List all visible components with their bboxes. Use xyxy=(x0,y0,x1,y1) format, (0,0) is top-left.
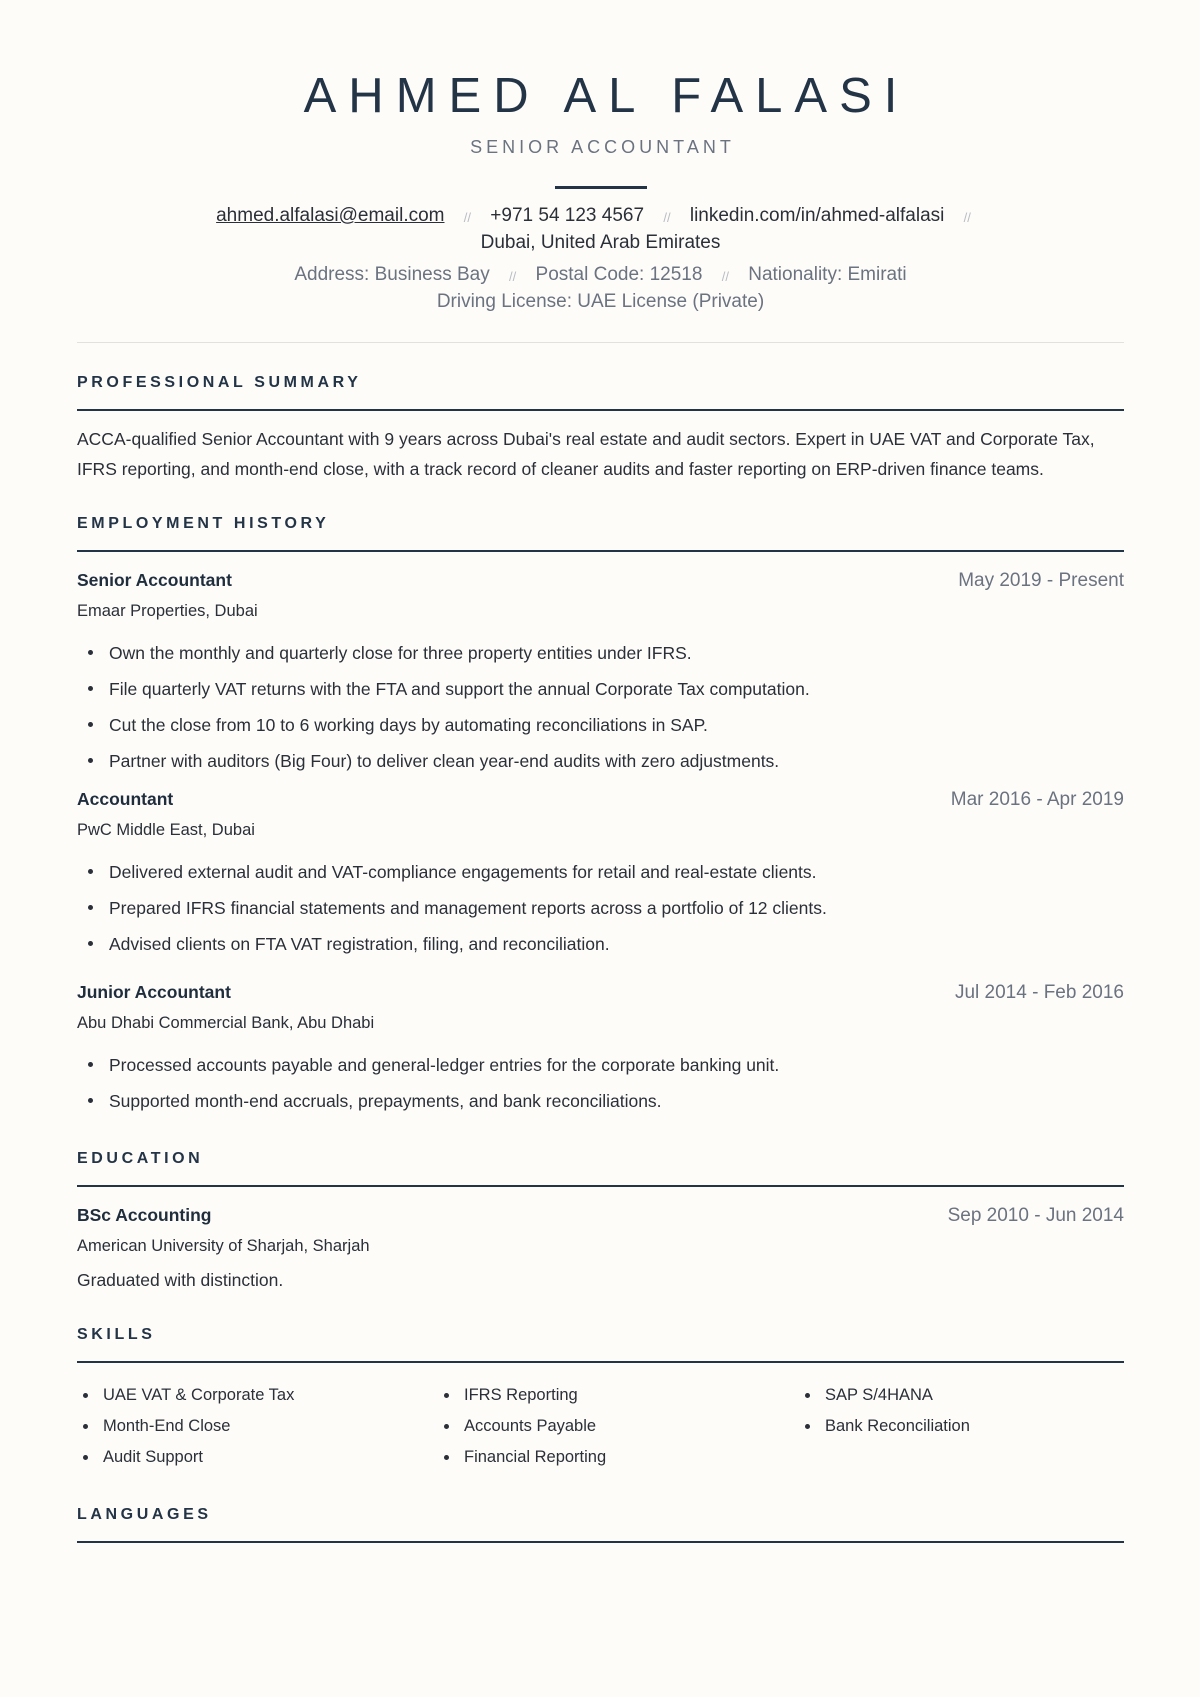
section-rule xyxy=(77,1185,1124,1187)
list-item: Prepared IFRS financial statements and management reports across a portfolio of 12 clients. xyxy=(109,890,1124,926)
list-item: Supported month-end accruals, prepayments, and bank reconciliations. xyxy=(109,1083,1124,1119)
section-rule xyxy=(77,550,1124,552)
job-company: Abu Dhabi Commercial Bank, Abu Dhabi xyxy=(77,1014,375,1032)
list-item: File quarterly VAT returns with the FTA and support the annual Corporate Tax computation. xyxy=(109,671,1124,707)
section-heading: LANGUAGES xyxy=(77,1506,212,1523)
skills-column xyxy=(438,1380,799,1473)
job-title: Senior Accountant xyxy=(77,570,232,590)
location: Dubai, United Arab Emirates xyxy=(480,232,721,253)
languages-section xyxy=(77,1505,1124,1543)
job-header xyxy=(77,789,1124,811)
section-rule xyxy=(77,409,1124,411)
school-name: American University of Sharjah, Sharjah xyxy=(77,1237,370,1255)
skill-item: Audit Support xyxy=(77,1442,438,1473)
list-item: Delivered external audit and VAT-compliance engagements for retail and real-estate clients. xyxy=(109,854,1124,890)
job-dates: Mar 2016 - Apr 2019 xyxy=(950,789,1124,810)
education-header xyxy=(77,1205,1124,1227)
location-line xyxy=(77,230,1124,256)
job-bullets xyxy=(77,635,1124,779)
separator: // xyxy=(721,269,729,284)
section-rule xyxy=(77,1541,1124,1543)
separator: // xyxy=(509,269,517,284)
list-item: Cut the close from 10 to 6 working days by automating reconciliations in SAP. xyxy=(109,707,1124,743)
separator: // xyxy=(963,210,971,225)
header-divider xyxy=(77,342,1124,343)
skills-section xyxy=(77,1325,1124,1473)
phone-number: +971 54 123 4567 xyxy=(490,205,645,226)
education-entry xyxy=(77,1205,1124,1291)
candidate-name: AHMED AL FALASI xyxy=(303,69,910,123)
summary-section xyxy=(77,373,1124,484)
section-heading: SKILLS xyxy=(77,1326,156,1343)
employment-section xyxy=(77,514,1124,1119)
address: Address: Business Bay xyxy=(294,264,490,285)
skill-item: SAP S/4HANA xyxy=(799,1380,1124,1411)
summary-text: ACCA-qualified Senior Accountant with 9 years across Dubai's real estate and audit sectors. Expert in UAE VAT and Corporate Tax, IFRS reporting, and month-end close, with a track record of cleaner audits and faster reporting on ERP-driven finance teams. xyxy=(77,429,1095,479)
list-item: Advised clients on FTA VAT registration, filing, and reconciliation. xyxy=(109,926,1124,962)
personal-details-line xyxy=(77,262,1124,289)
separator: // xyxy=(663,210,671,225)
job-entry xyxy=(77,789,1124,962)
skills-grid xyxy=(77,1380,1124,1473)
job-bullets xyxy=(77,854,1124,962)
job-entry xyxy=(77,982,1124,1119)
section-rule xyxy=(77,1361,1124,1363)
license-line xyxy=(77,289,1124,315)
education-section xyxy=(77,1149,1124,1291)
job-header xyxy=(77,982,1124,1004)
list-item: Processed accounts payable and general-ledger entries for the corporate banking unit. xyxy=(109,1047,1124,1083)
job-title: Junior Accountant xyxy=(77,982,231,1002)
job-title: Accountant xyxy=(77,789,174,809)
postal-code: Postal Code: 12518 xyxy=(535,264,703,285)
list-item: Own the monthly and quarterly close for three property entities under IFRS. xyxy=(109,635,1124,671)
skills-column xyxy=(799,1380,1124,1473)
job-company: Emaar Properties, Dubai xyxy=(77,602,258,620)
separator: // xyxy=(463,210,472,225)
job-dates: May 2019 - Present xyxy=(958,570,1124,591)
nationality: Nationality: Emirati xyxy=(748,264,907,285)
degree-title: BSc Accounting xyxy=(77,1205,212,1225)
section-heading: EMPLOYMENT HISTORY xyxy=(77,515,330,532)
skill-item: Month-End Close xyxy=(77,1411,438,1442)
job-entry xyxy=(77,570,1124,779)
skill-item: Financial Reporting xyxy=(438,1442,799,1473)
job-bullets xyxy=(77,1047,1124,1119)
skill-item: Bank Reconciliation xyxy=(799,1411,1124,1442)
candidate-title: SENIOR ACCOUNTANT xyxy=(470,137,735,157)
job-header xyxy=(77,570,1124,592)
resume-page xyxy=(77,0,1124,1543)
education-note: Graduated with distinction. xyxy=(77,1270,284,1290)
header-accent-rule xyxy=(555,186,647,189)
driving-license: Driving License: UAE License (Private) xyxy=(436,291,765,312)
skill-item: Accounts Payable xyxy=(438,1411,799,1442)
resume-header xyxy=(77,66,1124,315)
skill-item: UAE VAT & Corporate Tax xyxy=(77,1380,438,1411)
skills-column xyxy=(77,1380,438,1473)
list-item: Partner with auditors (Big Four) to deliver clean year-end audits with zero adjustments. xyxy=(109,743,1124,779)
education-dates: Sep 2010 - Jun 2014 xyxy=(947,1205,1124,1226)
skill-item: IFRS Reporting xyxy=(438,1380,799,1411)
linkedin-url: linkedin.com/in/ahmed-alfalasi xyxy=(689,205,945,226)
email-link[interactable]: ahmed.alfalasi@email.com xyxy=(216,205,445,226)
section-heading: PROFESSIONAL SUMMARY xyxy=(77,374,362,391)
job-dates: Jul 2014 - Feb 2016 xyxy=(954,982,1124,1003)
job-company: PwC Middle East, Dubai xyxy=(77,821,255,839)
contact-line xyxy=(77,203,1124,230)
section-heading: EDUCATION xyxy=(77,1150,204,1167)
